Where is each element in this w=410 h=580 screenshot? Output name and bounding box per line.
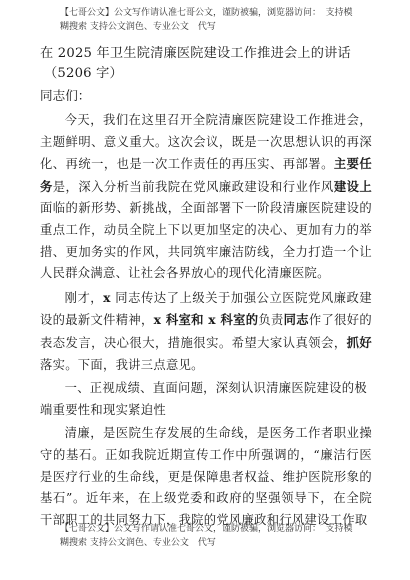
p2-bold-4: 抓好: [346, 334, 372, 350]
p2-bold-3: 同志: [283, 312, 309, 328]
paragraph-3: 清廉，是医院生存发展的生命线，是医务工作者职业操守的基石。正如我院近期宣传工作中所强调的，“廉洁行医是医疗行业的生命线，更是保障患者权益、维护医院形象的基石”。近年来，在上级党委和政府的坚强领导下，在全院干部职工的共同努力下，我院的党风廉政和行风建设工作取: [40, 426, 372, 527]
p1-bold-1: 主要任务: [40, 156, 372, 194]
p2-text-f: 落实。下面，我讲三点意见。: [40, 357, 204, 372]
p2-bold-1: x: [103, 289, 111, 305]
document-body: [40, 44, 372, 533]
notice-line-1-bottom: 【七哥公文】公文写作请认准七哥公文，谨防被骗，浏览器访问： 支持模: [60, 524, 353, 534]
p1-text-a: 今天，我们在这里召开全院清廉医院建设工作推进会，主题鲜明、意义重大。这次会议，既是一次思想认识的再深化、再统一，也是一次工作责任的再压实、再部署。: [40, 113, 372, 172]
notice-line-1: 【七哥公文】公文写作请认准七哥公文，谨防被骗，浏览器访问： 支持模: [60, 8, 353, 18]
p2-text-e: 作了很好的 表态发言，决心很大，措施很实。希望大家认真领会，: [40, 313, 372, 350]
p2-text-c: 同志传达了上级关于加强公立医院党风廉政建设的最新文件精神，: [40, 290, 372, 328]
p1-text-d: 面临的新形势、新挑战，全面部署下一阶段清廉医院建设的重点工作，动员全院上下以更加坚定的决心、更加有力的举措、更加务实的作风，共同筑牢廉洁防线，全力打造一个让人民群众满意、让社会各界放心的现代化清廉医院。: [40, 201, 372, 281]
salutation: 同志们：: [40, 88, 91, 103]
p1-bold-2: 建设上: [333, 178, 372, 194]
notice-line-2-bottom: 糊搜索 支持公文润色、专业公文 代写: [60, 538, 216, 548]
p1-text-c: 是，深入分析当前我院在党风廉政建设和行业作风: [52, 179, 334, 194]
paragraph-1: [40, 110, 372, 285]
p2-bold-2: x 科室和 x 科室的: [153, 312, 259, 328]
title-word-count: （5206 字）: [44, 66, 123, 81]
section-heading-1: 一、正视成绩、直面问题，深刻认识清廉医院建设的极端重要性和现实紧迫性: [40, 381, 367, 417]
paragraph-2: [40, 287, 372, 376]
p2-text-a: 刚才，: [64, 290, 104, 305]
p2-text-d: 负责: [258, 313, 284, 328]
top-watermark-notice: [60, 6, 390, 34]
document-title: [40, 44, 372, 84]
bottom-watermark-notice: [60, 522, 390, 550]
notice-line-2: 糊搜索 支持公文润色、专业公文 代写: [60, 22, 216, 32]
title-line-1: 在 2025 年卫生院清廉医院建设工作推进会上的讲话: [40, 46, 351, 61]
